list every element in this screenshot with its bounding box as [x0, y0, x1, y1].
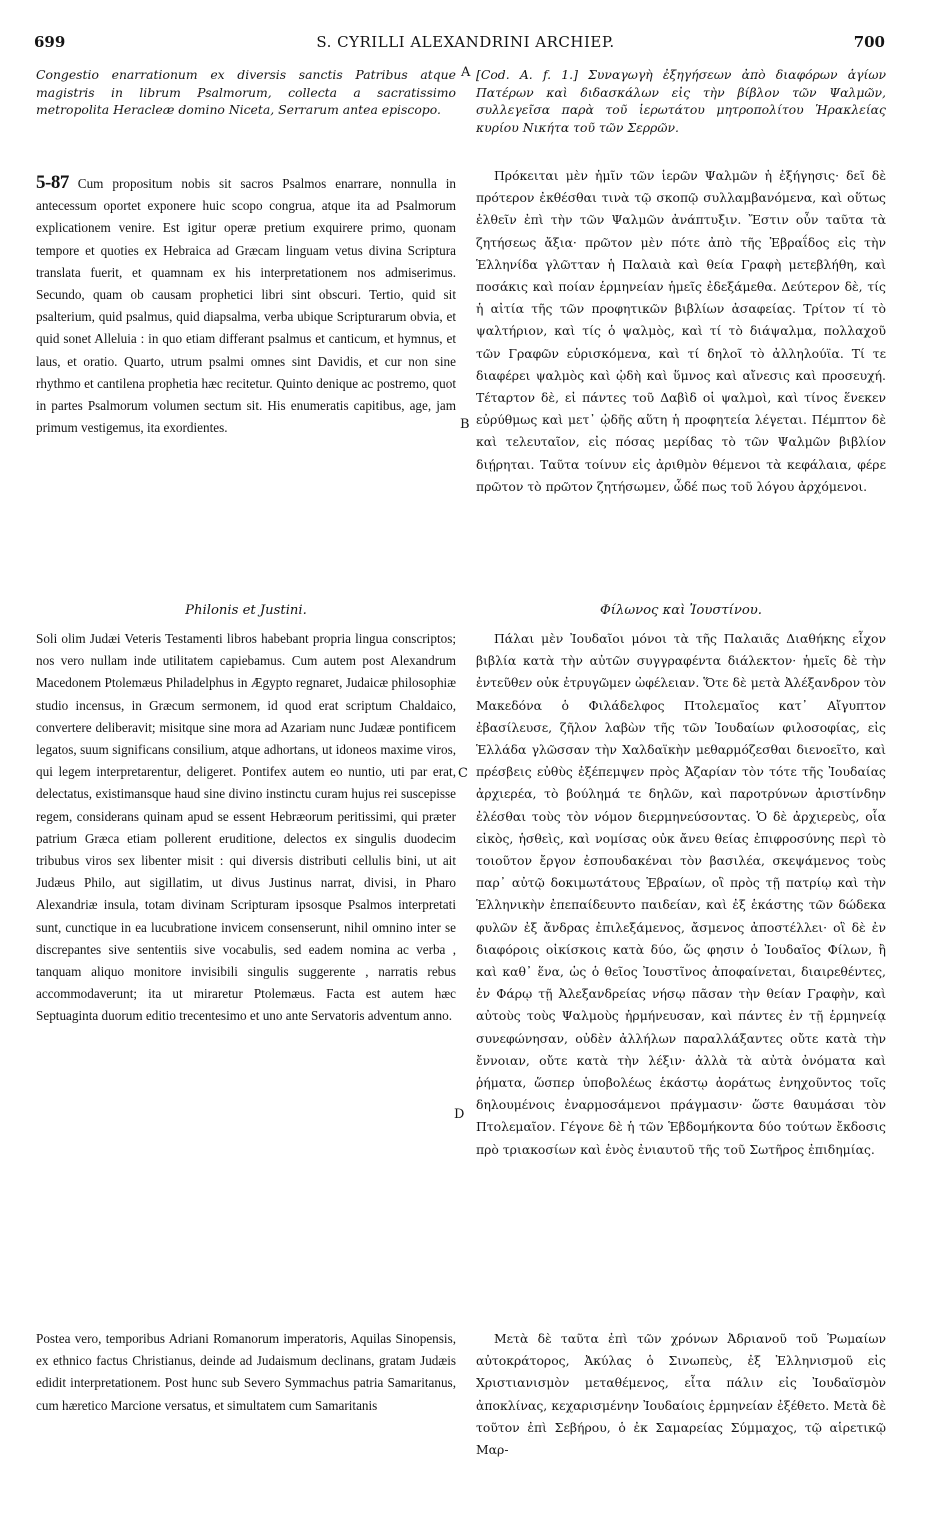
latin-paragraph-3: Postea vero, temporibus Adriani Romanorum imperatoris, Aquilas Sinopensis, ex ethnico factus Christianus, deinde ad Judaismum declinans, gratam Judæis edidit interpretationem. Post hunc sub Severo Symmachus patria Samaritanus, cum hæretico Marcione versatus, et simultatem cum Samaritanis: [36, 1331, 456, 1413]
margin-letter-c: C: [458, 766, 468, 781]
left-page-number: 699: [34, 33, 66, 51]
margin-letter-d: D: [454, 1107, 465, 1122]
latin-paragraph-1: [36, 172, 456, 439]
greek-section-heading: Φίλωνος καὶ Ἰουστίνου.: [599, 603, 762, 618]
running-title: S. CYRILLI ALEXANDRINI ARCHIEP.: [316, 33, 615, 51]
margin-letter-a: A: [461, 65, 471, 80]
latin-section-heading: Philonis et Justini.: [185, 603, 307, 618]
greek-paragraph-1: Πρόκειται μὲν ἡμῖν τῶν ἱερῶν Ψαλμῶν ἡ ἐξήγησις· δεῖ δὲ πρότερον ἐκθέσθαι τινὰ τῷ σκοπῷ συλλαμβανόμενα, καὶ οὕτως ἐλθεῖν ἐπὶ τὴν τῶν Ψαλμῶν ἀνάπτυξιν. Ἔστιν οὖν ταῦτα τὰ ζητήσεως ἄξια· πρῶτον μὲν πότε ἀπὸ τῆς Ἑβραΐδος εἰς τὴν Ἑλληνίδα γλῶτταν ἡ Παλαιὰ καὶ θεία Γραφὴ μετεβλήθη, καὶ ποσάκις καὶ ποίαν ἑρμηνείαν ἡμεῖς ἐδεξάμεθα. Δεύτερον δὲ, τίς ἡ αἰτία τῆς τῶν προφητικῶν βιβλίων ἀσαφείας. Τρίτον τί τὸ ψαλτήριον, καὶ τίς ὁ ψαλμὸς, καὶ τί τὸ διάψαλμα, πολλαχοῦ τῶν Γραφῶν εὑρισκόμενα, καὶ τί δηλοῖ τὸ ἀλληλούϊα. Τί τε διαφέρει ψαλμὸς καὶ ᾠδὴ καὶ ὕμνος καὶ αἴνεσις καὶ προσευχή. Τέταρτον δὲ, εἰ πάντες τοῦ Δαβὶδ οἱ ψαλμοὶ, καὶ τίνος ἕνεκεν εὐρύθμως καὶ μετ᾽ ᾠδῆς αὕτη ἡ προφητεία λέγεται. Πέμπτον δὲ καὶ τελευταῖον, εἰς πόσας μερίδας τὸ τῶν Ψαλμῶν βιβλίον διῄρηται. Ταῦτα τοίνυν εἰς ἀριθμὸν θέμενοι τὰ κεφάλαια, φέρε πρῶτον τὸ πρῶτον ζητήσωμεν, ὧδέ πως τοῦ λόγου ἀρχόμενοι.: [476, 168, 886, 494]
latin-paragraph-2: Soli olim Judæi Veteris Testamenti libros habebant propria lingua conscriptos; nos vero nullam inde utilitatem capiebamus. Cum autem post Alexandrum Macedonem Ptolemæus Philadelphus in Ægypto regnaret, Judaicæ philosophiæ studio incensus, in Græcum sermonem, id quod erat scriptum Chaldaico, convertere deliberavit; misitque sine mora ad Azariam nunc Judææ pontificem legatos, suum significans consilium, atque adhortans, ut idoneos maxime viros, qui legem interpretarentur, deligeret. Pontifex autem eo nuntio, uti par erat, delectatus, existimansque haud sine divino instinctu curam hujus rei suscepisse regem, considerans quinam apud se essent Hebræorum peritissimi, qui præter patrium Græca etiam pollerent eruditione, delectos ex singulis duodecim tribubus viros sex libenter misit : qui diversis distributi cellulis bini, ut ait Judæus Philo, aut sigillatim, ut divus Justinus narrat, divisi, in Pharo Alexandriæ insula, totam divinam Scripturam ipsosque Psalmos interpretati sunt, cunctique in ea lucubratione invicem consenserunt, nihil omnino inter se discrepantes sive sententiis sive vocabulis, sed eadem nomina ac verba , tanquam aliquo monitore invisibili singulis suggerente , narratis rebus accommodaverunt; ita ut miraretur Ptolemæus. Facta est autem hæc Septuaginta duorum editio trecentesimo et uno ante Servatoris adventum anno.: [36, 631, 456, 1024]
greek-paragraph-2: Πάλαι μὲν Ἰουδαῖοι μόνοι τὰ τῆς Παλαιᾶς Διαθήκης εἶχον βιβλία κατὰ τὴν αὐτῶν συγγραφέντα διάλεκτον· ἡμεῖς δὲ τὴν ἐντεῦθεν οὐκ ἐτρυγῶμεν ὠφέλειαν. Ὅτε δὲ μετὰ Ἀλέξανδρον τὸν Μακεδόνα ὁ Φιλάδελφος Πτολεμαῖος κατ᾽ Αἴγυπτον ἐβασίλευσε, ζῆλον λαβὼν τῆς τῶν Ἰουδαίων φιλοσοφίας, εἰς Ἑλλάδα γλῶσσαν τὴν Χαλδαϊκὴν μεθαρμόζεσθαι διενοεῖτο, καὶ πρέσβεις εὐθὺς ἐξέπεμψεν πρὸς Ἀζαρίαν τὸν τότε τῆς Ἰουδαίας ἀρχιερέα, τὸ βούλημά τε δηλῶν, καὶ παροτρύνων ἀριστίνδην ἐλέσθαι τοὺς τὸν νόμον διερμηνεύσοντας. Ὁ δὲ ἀρχιερεὺς, οἷα εἰκὸς, ἡσθεὶς, καὶ νομίσας οὐκ ἄνευ θείας ἐπιφροσύνης περὶ τὸ τοιοῦτον ἔργον ἐσπουδακέναι τὸν βασιλέα, σκεψάμενος τοὺς παρ᾽ αὐτῷ δοκιμωτάτους Ἑβραίων, οἳ πρὸς τῇ πατρίῳ καὶ τὴν Ἑλληνικὴν ἐπεπαίδευντο παιδείαν, καὶ ἐξ ἑκάστης τῶν δώδεκα φυλῶν ἐξ ἄνδρας ἐπιλεξάμενος, ἄσμενος ἀποστέλλει· οἳ δὲ ἐν διαφόροις οἰκίσκοις κατὰ δύο, ὥς φησιν ὁ Ἰουδαῖος Φίλων, ἢ καὶ καθ᾽ ἕνα, ὡς ὁ θεῖος Ἰουστῖνος ἀποφαίνεται, διαιρεθέντες, ἐν Φάρῳ τῇ Ἀλεξανδρείας νήσῳ πᾶσαν τὴν θείαν Γραφὴν, καὶ αὐτοὺς τοὺς Ψαλμοὺς ἡρμήνευσαν, καὶ πάντες ἐν τῇ ἑρμηνείᾳ συνεφώνησαν, οὐδὲν ἀλλήλων παραλλάξαντες οὔτε κατὰ τὴν ἔννοιαν, οὔτε κατὰ τὴν λέξιν· ἀλλὰ τὰ αὐτὰ ὀνόματα καὶ ῥήματα, ὥσπερ ὑποβολέως ἑκάστῳ ἀοράτως ἐνηχοῦντος τοῖς δηλουμένοις ἐναρμοσάμενοι πράγμασιν· ὥστε θαυμάσαι τὸν Πτολεμαῖον. Γέγονε δὲ ἡ τῶν Ἑβδομήκοντα δύο τούτων ἔκδοσις πρὸ τριακοσίων καὶ ἑνὸς ἐνιαυτοῦ τῆς τοῦ Σωτῆρος ἐπιδημίας.: [476, 631, 886, 1157]
section-number: 5-87: [36, 172, 69, 193]
right-page-number: 700: [853, 33, 885, 51]
latin-paragraph-1-text: Cum propositum nobis sit sacros Psalmos enarrare, nonnulla in antecessum oportet exponere huic scopo congrua, atque ita ad Psalmorum explicationem venire. Est igitur operæ pretium exquirere primo, quonam tempore et quoties ex Hebraica ad Græcam linguam vetus divina Scriptura translata fuerit, et quamnam ex his interpretationem nos admiserimus. Secundo, quam ob causam prophetici libri sint obscuri. Tertio, quid sit psalterium, quid psalmus, quid diapsalma, verba ubique Scripturarum obvia, et quid sonet Alleluia : in quo etiam differant psalmus et canticum, et hymnus, et laus, et oratio. Quarto, utrum psalmi omnes sint Davidis, et cur non sine rhythmo et cantilena prophetia hæc recitetur. Quinto denique ac postremo, quot in partes Psalmorum volumen sectum sit. His enumeratis capitibus, age, jam primum vestigemus, ita exordientes.: [36, 176, 457, 436]
greek-intro: [Cod. A. f. 1.] Συναγωγὴ ἐξηγήσεων ἀπὸ διαφόρων ἁγίων Πατέρων καὶ διδασκάλων εἰς τὴν βίβλον τῶν Ψαλμῶν, συλλεγεῖσα παρὰ τοῦ ἱερωτάτου μητροπολίτου Ἡρακλείας κυρίου Νικήτα τοῦ τῶν Σερρῶν.: [476, 67, 886, 135]
greek-paragraph-3: Μετὰ δὲ ταῦτα ἐπὶ τῶν χρόνων Ἀδριανοῦ τοῦ Ῥωμαίων αὐτοκράτορος, Ἀκύλας ὁ Σινωπεὺς, ἐξ Ἑλληνισμοῦ εἰς Χριστιανισμὸν μεταθέμενος, εἶτα πάλιν εἰς Ἰουδαϊσμὸν ἀποκλίνας, κεχαρισμένην Ἰουδαίοις ἑρμηνείαν ἐξέθετο. Μετὰ δὲ τοῦτον ἐπὶ Σεβήρου, ὁ ἐκ Σαμαρείας Σύμμαχος, τῷ αἱρετικῷ Μαρ-: [476, 1331, 886, 1458]
latin-intro: Congestio enarrationum ex diversis sanctis Patribus atque magistris in librum Psalmorum, collecta a sacratissimo metropolita Heracleæ domino Niceta, Serrarum antea episcopo.: [36, 67, 456, 118]
margin-letter-b: B: [460, 417, 470, 432]
